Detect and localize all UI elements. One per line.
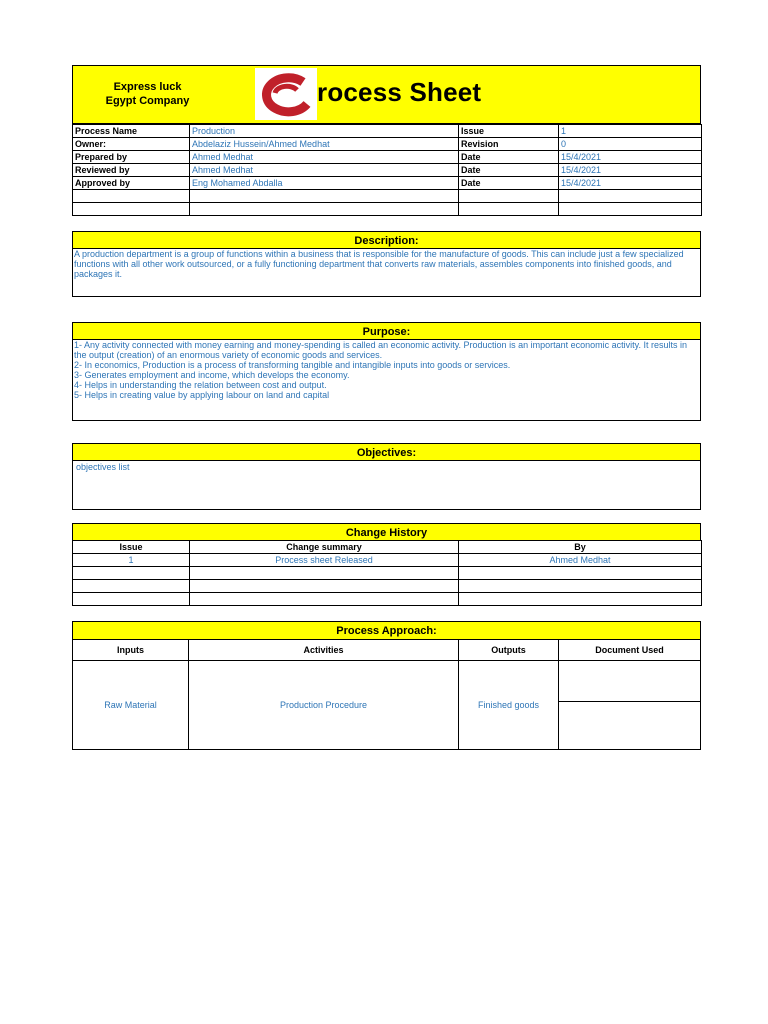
issue-cell[interactable] (73, 567, 190, 580)
table-row (73, 580, 702, 593)
by-cell[interactable] (459, 593, 702, 606)
page-title: rocess Sheet (317, 77, 482, 107)
info-label: Date (459, 177, 559, 190)
info-value[interactable]: Abdelaziz Hussein/Ahmed Medhat (190, 138, 459, 151)
info-value[interactable]: 0 (559, 138, 702, 151)
info-label: Revision (459, 138, 559, 151)
table-row (73, 190, 702, 203)
summary-cell[interactable]: Process sheet Released (190, 554, 459, 567)
info-value[interactable] (559, 190, 702, 203)
info-value[interactable]: Ahmed Medhat (190, 151, 459, 164)
company-name (85, 80, 210, 108)
issue-cell[interactable] (73, 593, 190, 606)
column-header: Activities (188, 639, 459, 661)
description-heading: Description: (72, 231, 701, 249)
document-used-cell[interactable] (558, 701, 701, 750)
table-row (73, 151, 702, 164)
issue-cell[interactable] (73, 580, 190, 593)
info-label (73, 190, 190, 203)
purpose-line: 3- Generates employment and income, which develops the economy. (74, 370, 350, 380)
table-header-row (73, 541, 702, 554)
column-header: Change summary (190, 541, 459, 554)
change-history-heading: Change History (72, 523, 701, 541)
table-row (73, 125, 702, 138)
info-label (73, 203, 190, 216)
info-label: Date (459, 151, 559, 164)
table-row (73, 164, 702, 177)
column-header: Outputs (458, 639, 559, 661)
issue-cell[interactable]: 1 (73, 554, 190, 567)
by-cell[interactable] (459, 567, 702, 580)
column-header: Issue (73, 541, 190, 554)
info-label (459, 203, 559, 216)
company-name-line2: Egypt Company (105, 95, 190, 107)
column-header: By (459, 541, 702, 554)
purpose-heading: Purpose: (72, 322, 701, 340)
column-header: Document Used (558, 639, 701, 661)
table-row (73, 554, 702, 567)
info-label: Prepared by (73, 151, 190, 164)
by-cell[interactable]: Ahmed Medhat (459, 554, 702, 567)
company-name-line1: Express luck (113, 81, 182, 93)
info-value[interactable]: Ahmed Medhat (190, 164, 459, 177)
info-value[interactable]: 15/4/2021 (559, 177, 702, 190)
objectives-text[interactable]: objectives list (72, 460, 701, 510)
info-value[interactable]: 1 (559, 125, 702, 138)
info-label: Reviewed by (73, 164, 190, 177)
table-row (73, 203, 702, 216)
info-value[interactable]: Production (190, 125, 459, 138)
table-row (73, 567, 702, 580)
change-history-table (72, 540, 702, 606)
info-label: Approved by (73, 177, 190, 190)
inputs-cell[interactable]: Raw Material (72, 660, 189, 750)
info-label: Owner: (73, 138, 190, 151)
table-row (73, 177, 702, 190)
info-label: Issue (459, 125, 559, 138)
by-cell[interactable] (459, 580, 702, 593)
info-label: Date (459, 164, 559, 177)
document-used-cell[interactable] (558, 660, 701, 702)
purpose-line: 1- Any activity connected with money earning and money-spending is called an economic activity. Production is an important economic activity. It results in the output (creation) of an enormous variety of economic goods and services. (74, 340, 687, 360)
column-header: Inputs (72, 639, 189, 661)
table-row (73, 138, 702, 151)
info-value[interactable] (190, 203, 459, 216)
description-text[interactable]: A production department is a group of functions within a business that is responsible for the manufacture of goods. This can include just a few specialized functions with all other work outsourced, or a fully functioning department that converts raw materials, assembles components into finished goods, and packages it. (72, 248, 701, 297)
objectives-heading: Objectives: (72, 443, 701, 461)
summary-cell[interactable] (190, 580, 459, 593)
company-logo (255, 68, 317, 120)
info-table (72, 124, 702, 216)
info-value[interactable]: 15/4/2021 (559, 164, 702, 177)
info-value[interactable] (190, 190, 459, 203)
summary-cell[interactable] (190, 593, 459, 606)
outputs-cell[interactable]: Finished goods (458, 660, 559, 750)
info-label (459, 190, 559, 203)
summary-cell[interactable] (190, 567, 459, 580)
info-value[interactable]: 15/4/2021 (559, 151, 702, 164)
purpose-line: 4- Helps in understanding the relation between cost and output. (74, 380, 327, 390)
purpose-line: 2- In economics, Production is a process of transforming tangible and intangible inputs into goods or services. (74, 360, 511, 370)
purpose-line: 5- Helps in creating value by applying labour on land and capital (74, 390, 330, 400)
info-value[interactable]: Eng Mohamed Abdalla (190, 177, 459, 190)
purpose-text[interactable] (72, 339, 701, 421)
info-label: Process Name (73, 125, 190, 138)
table-row (73, 593, 702, 606)
process-approach-heading: Process Approach: (72, 621, 701, 640)
activities-cell[interactable]: Production Procedure (188, 660, 459, 750)
info-value[interactable] (559, 203, 702, 216)
